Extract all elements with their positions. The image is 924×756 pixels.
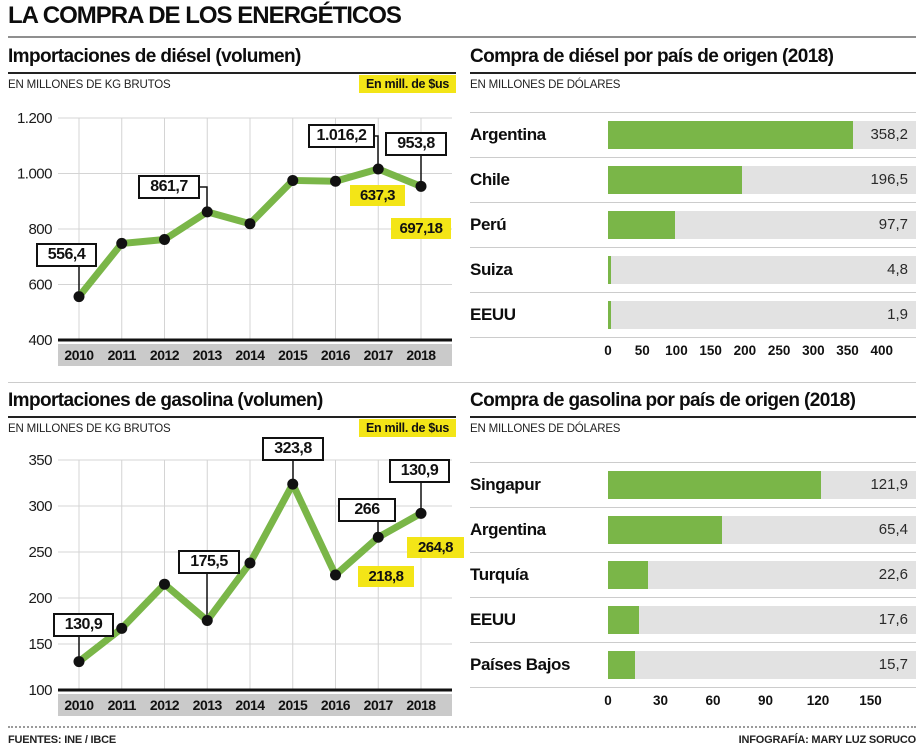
- bar-category-label: Turquía: [470, 565, 529, 584]
- bar-rows: [470, 112, 916, 338]
- year-label: 2013: [192, 347, 222, 363]
- value-callout: 323,8: [262, 437, 324, 461]
- axis-tick-label: 250: [767, 343, 791, 358]
- y-tick-label: 600: [28, 276, 52, 294]
- year-label: 2015: [278, 697, 308, 713]
- bar-track: [608, 606, 916, 634]
- bar-category-label: Perú: [470, 215, 507, 234]
- year-label: 2017: [363, 697, 393, 713]
- year-label: 2010: [64, 347, 94, 363]
- bar-track: [608, 471, 916, 499]
- y-tick-label: 350: [28, 452, 52, 469]
- bar-track: [608, 211, 916, 239]
- panel-subtitle: EN MILLONES DE DÓLARES: [470, 423, 621, 435]
- bar-value: 358,2: [870, 126, 908, 143]
- value-callout: 556,4: [36, 243, 97, 267]
- year-label: 2016: [320, 347, 351, 363]
- panel-title: Compra de diésel por país de origen (2018): [470, 46, 834, 67]
- row-divider: [8, 382, 916, 383]
- usd-value-tag: 697,18: [391, 218, 451, 239]
- y-tick-label: 150: [28, 636, 52, 653]
- year-label: 2014: [235, 697, 265, 713]
- usd-value-tag: 218,8: [358, 566, 414, 587]
- axis-tick-label: 0: [604, 693, 612, 708]
- y-tick-label: 200: [28, 590, 52, 607]
- value-callout: 266: [338, 498, 396, 522]
- title-underline: [8, 36, 916, 38]
- usd-value-tag: 264,8: [407, 537, 464, 558]
- infographic-credit: INFOGRAFÍA: MARY LUZ SORUCO: [738, 734, 916, 746]
- bar-fill: [608, 211, 675, 239]
- bar-value: 1,9: [887, 306, 908, 323]
- value-callout: 130,9: [389, 459, 450, 483]
- bar-fill: [608, 606, 639, 634]
- panel-subtitle: EN MILLONES DE KG BRUTOS: [8, 79, 171, 91]
- bar-fill: [608, 516, 722, 544]
- bar-fill: [608, 166, 742, 194]
- y-tick-label: 250: [28, 544, 52, 561]
- usd-unit-badge: En mill. de $us: [359, 75, 456, 93]
- year-label: 2015: [278, 347, 308, 363]
- panel-subtitle: EN MILLONES DE DÓLARES: [470, 79, 621, 91]
- bar-value: 121,9: [870, 476, 908, 493]
- bar-category-label: EEUU: [470, 610, 516, 629]
- y-tick-label: 400: [28, 332, 52, 349]
- axis-tick-label: 150: [859, 693, 882, 708]
- axis-tick-label: 60: [705, 693, 721, 708]
- panel-subtitle: EN MILLONES DE KG BRUTOS: [8, 423, 171, 435]
- value-callout: 861,7: [138, 175, 200, 199]
- panel-title: Compra de gasolina por país de origen (2018): [470, 390, 856, 411]
- bar-track: [608, 166, 916, 194]
- axis-tick-label: 150: [699, 343, 722, 358]
- diesel-volume-line-chart: [8, 46, 456, 380]
- annotations-layer: [8, 46, 456, 380]
- axis-tick-label: 350: [836, 343, 859, 358]
- bar-fill: [608, 471, 821, 499]
- panel-title: Importaciones de gasolina (volumen): [8, 390, 323, 411]
- bar-value: 15,7: [878, 656, 908, 673]
- bar-category-label: Suiza: [470, 260, 513, 279]
- panel-title-rule: [470, 72, 916, 74]
- panel-title: Importaciones de diésel (volumen): [8, 46, 301, 67]
- bar-axis-ticks: [470, 693, 916, 711]
- axis-tick-label: 300: [802, 343, 825, 358]
- axis-tick-label: 90: [757, 693, 774, 708]
- axis-tick-label: 120: [806, 693, 830, 708]
- bar-row: [470, 552, 916, 597]
- bar-track: [608, 256, 916, 284]
- annotations-layer: [8, 390, 456, 724]
- year-label: 2014: [235, 347, 265, 363]
- year-label: 2012: [149, 347, 180, 363]
- bar-track: [608, 561, 916, 589]
- bar-row: [470, 202, 916, 247]
- y-tick-label: 1.000: [16, 165, 52, 183]
- axis-tick-label: 100: [665, 343, 688, 358]
- bar-category-label: Singapur: [470, 475, 541, 494]
- bar-fill: [608, 561, 648, 589]
- value-callout: 953,8: [385, 132, 447, 156]
- year-label: 2013: [192, 697, 222, 713]
- bar-category-label: Chile: [470, 170, 510, 189]
- value-callout: 1.016,2: [308, 124, 375, 148]
- axis-tick-label: 0: [604, 343, 612, 358]
- bar-row: [470, 157, 916, 202]
- axis-tick-label: 30: [652, 693, 669, 708]
- year-label: 2017: [363, 347, 393, 363]
- year-label: 2011: [107, 697, 136, 713]
- bar-value: 196,5: [870, 171, 908, 188]
- panel-title-rule: [470, 416, 916, 418]
- bar-value: 65,4: [878, 521, 908, 538]
- bar-fill: [608, 651, 635, 679]
- year-label: 2012: [149, 697, 180, 713]
- sources-credit: FUENTES: INE / IBCE: [8, 734, 117, 746]
- bar-row: [470, 292, 916, 337]
- diesel-origin-bar-chart: [470, 46, 916, 380]
- usd-unit-badge: En mill. de $us: [359, 419, 456, 437]
- bar-axis-ticks: [470, 343, 916, 361]
- axis-tick-label: 200: [733, 343, 757, 358]
- bar-value: 4,8: [887, 261, 908, 278]
- bar-track: [608, 301, 916, 329]
- bar-category-label: EEUU: [470, 305, 516, 324]
- y-tick-label: 300: [28, 498, 52, 515]
- bar-fill: [608, 301, 611, 329]
- axis-tick-label: 50: [634, 343, 650, 358]
- bar-fill: [608, 256, 611, 284]
- bar-track: [608, 121, 916, 149]
- bar-row: [470, 642, 916, 687]
- bar-value: 22,6: [878, 566, 908, 583]
- bar-rows: [470, 462, 916, 688]
- bar-row: [470, 597, 916, 642]
- year-label: 2016: [320, 697, 351, 713]
- usd-value-tag: 637,3: [350, 185, 405, 206]
- bar-row: [470, 112, 916, 157]
- year-label: 2011: [107, 347, 136, 363]
- bar-row: [470, 247, 916, 292]
- bar-value: 97,7: [878, 216, 908, 233]
- y-tick-label: 100: [28, 682, 52, 699]
- bar-fill: [608, 121, 853, 149]
- gasoline-volume-line-chart: [8, 390, 456, 724]
- year-label: 2010: [64, 697, 94, 713]
- value-callout: 175,5: [178, 550, 240, 574]
- page-title: LA COMPRA DE LOS ENERGÉTICOS: [8, 2, 401, 29]
- bar-category-label: Argentina: [470, 125, 546, 144]
- y-tick-label: 1.200: [16, 110, 52, 127]
- y-tick-label: 800: [28, 221, 52, 238]
- axis-tick-label: 400: [870, 343, 894, 358]
- bar-row: [470, 462, 916, 507]
- footer-dotted-rule: [8, 726, 916, 728]
- bar-category-label: Argentina: [470, 520, 546, 539]
- year-label: 2018: [406, 347, 436, 363]
- gasoline-origin-bar-chart: [470, 390, 916, 724]
- value-callout: 130,9: [53, 613, 114, 637]
- bar-track: [608, 651, 916, 679]
- bar-category-label: Países Bajos: [470, 655, 571, 674]
- bar-value: 17,6: [878, 611, 908, 628]
- bar-track: [608, 516, 916, 544]
- year-label: 2018: [406, 697, 436, 713]
- bar-row: [470, 507, 916, 552]
